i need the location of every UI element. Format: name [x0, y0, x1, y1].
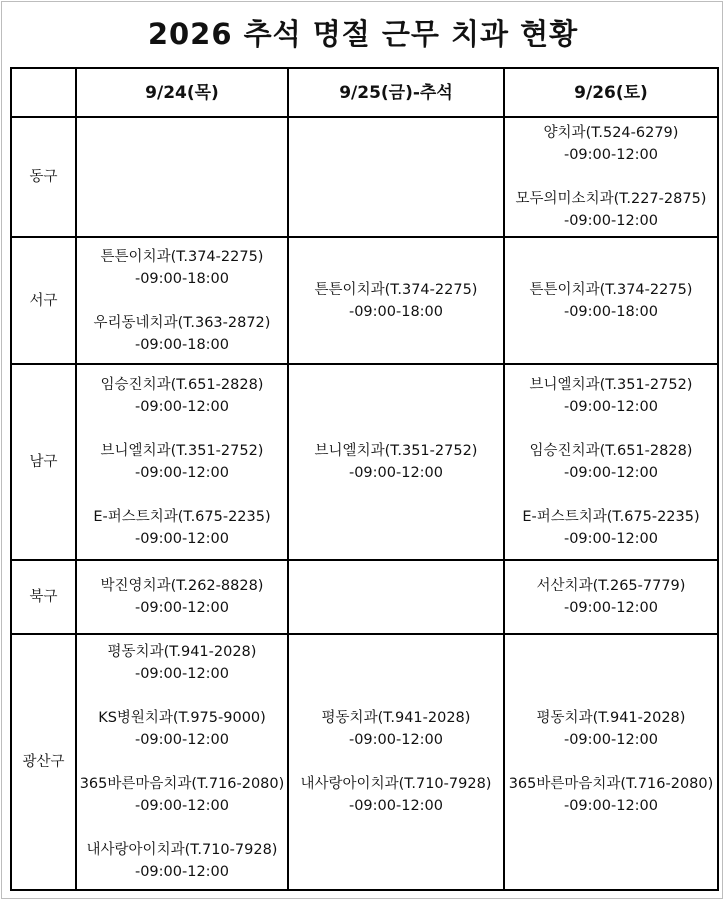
- clinic-hours: -09:00-12:00: [134, 798, 230, 814]
- clinic-name: 임승진치과(T.651-2828): [100, 377, 264, 393]
- clinic-hours: -09:00-18:00: [134, 270, 230, 287]
- clinic-name: 내사랑아이치과(T.710-7928): [86, 842, 278, 858]
- clinic-name: 튼튼이치과(T.374-2275): [314, 281, 478, 298]
- clinic-hours: -09:00-12:00: [348, 465, 444, 481]
- schedule-cell-day-1: [76, 364, 288, 560]
- header-row: [11, 68, 718, 117]
- clinic-name: 평동치과(T.941-2028): [536, 710, 686, 726]
- clinic-hours: -09:00-12:00: [134, 531, 230, 547]
- entry-spacer: [77, 484, 287, 506]
- clinic-name: 튼튼이치과(T.374-2275): [529, 281, 693, 298]
- clinic-name: 모두의미소치과(T.227-2875): [515, 191, 707, 207]
- schedule-cell-day-3: [504, 117, 718, 237]
- table-row: [11, 237, 718, 364]
- page-title: 2026 추석 명절 근무 치과 현황: [147, 17, 579, 51]
- header-day-2: 9/25(금)-추석: [288, 68, 504, 117]
- clinic-hours: -09:00-12:00: [563, 147, 659, 163]
- table-row: [11, 364, 718, 560]
- clinic-name: 365바른마음치과(T.716-2080): [508, 776, 714, 792]
- clinic-hours: -09:00-12:00: [134, 864, 230, 880]
- entry-spacer: [77, 290, 287, 312]
- schedule-cell-day-1: [76, 634, 288, 890]
- clinic-name: 박진영치과(T.262-8828): [100, 578, 264, 594]
- schedule-cell-day-2: [288, 237, 504, 364]
- district-label: 동구: [11, 117, 76, 237]
- entry-spacer: [77, 685, 287, 707]
- clinic-name: 임승진치과(T.651-2828): [529, 443, 693, 459]
- clinic-name: E-퍼스트치과(T.675-2235): [93, 509, 271, 525]
- clinic-name: KS병원치과(T.975-9000): [98, 710, 266, 726]
- clinic-hours: -09:00-18:00: [134, 336, 230, 353]
- entry-spacer: [77, 418, 287, 440]
- clinic-name: 튼튼이치과(T.374-2275): [100, 248, 264, 265]
- clinic-name: 우리동네치과(T.363-2872): [93, 314, 271, 331]
- clinic-hours: -09:00-12:00: [134, 465, 230, 481]
- entry-spacer: [505, 166, 717, 188]
- clinic-name: E-퍼스트치과(T.675-2235): [522, 509, 700, 525]
- clinic-name: 서산치과(T.265-7779): [536, 578, 686, 594]
- clinic-hours: -09:00-12:00: [563, 213, 659, 229]
- clinic-hours: -09:00-12:00: [563, 600, 659, 616]
- clinic-name: 브니엘치과(T.351-2752): [314, 443, 478, 459]
- clinic-hours: -09:00-12:00: [134, 399, 230, 415]
- entry-spacer: [289, 751, 503, 773]
- clinic-hours: -09:00-12:00: [563, 399, 659, 415]
- district-label: 남구: [11, 364, 76, 560]
- table-row: [11, 634, 718, 890]
- schedule-cell-day-2: [288, 634, 504, 890]
- schedule-cell-day-3: [504, 364, 718, 560]
- district-label: 광산구: [11, 634, 76, 890]
- clinic-hours: -09:00-12:00: [563, 531, 659, 547]
- clinic-hours: -09:00-12:00: [134, 666, 230, 682]
- schedule-cell-day-1: [76, 237, 288, 364]
- clinic-name: 양치과(T.524-6279): [543, 125, 679, 141]
- clinic-name: 브니엘치과(T.351-2752): [100, 443, 264, 459]
- clinic-hours: -09:00-12:00: [134, 600, 230, 616]
- entry-spacer: [505, 418, 717, 440]
- schedule-cell-day-2: [288, 560, 504, 634]
- schedule-cell-day-3: [504, 560, 718, 634]
- clinic-hours: -09:00-18:00: [348, 303, 444, 320]
- header-day-1: 9/24(목): [76, 68, 288, 117]
- clinic-hours: -09:00-12:00: [134, 732, 230, 748]
- entry-spacer: [77, 817, 287, 839]
- clinic-hours: -09:00-12:00: [563, 732, 659, 748]
- entry-spacer: [77, 751, 287, 773]
- clinic-hours: -09:00-18:00: [563, 303, 659, 320]
- schedule-cell-day-3: [504, 634, 718, 890]
- schedule-cell-day-3: [504, 237, 718, 364]
- clinic-name: 브니엘치과(T.351-2752): [529, 377, 693, 393]
- entry-spacer: [505, 751, 717, 773]
- clinic-name: 내사랑아이치과(T.710-7928): [300, 776, 492, 792]
- district-label: 서구: [11, 237, 76, 364]
- table-row: [11, 560, 718, 634]
- clinic-hours: -09:00-12:00: [348, 732, 444, 748]
- header-day-3: 9/26(토): [504, 68, 718, 117]
- header-corner: [11, 68, 76, 117]
- clinic-hours: -09:00-12:00: [348, 798, 444, 814]
- district-label: 북구: [11, 560, 76, 634]
- schedule-cell-day-1: [76, 560, 288, 634]
- schedule-cell-day-2: [288, 117, 504, 237]
- entry-spacer: [505, 484, 717, 506]
- clinic-hours: -09:00-12:00: [563, 798, 659, 814]
- clinic-name: 365바른마음치과(T.716-2080): [79, 776, 285, 792]
- schedule-cell-day-2: [288, 364, 504, 560]
- clinic-name: 평동치과(T.941-2028): [107, 644, 257, 660]
- clinic-name: 평동치과(T.941-2028): [321, 710, 471, 726]
- clinic-hours: -09:00-12:00: [563, 465, 659, 481]
- schedule-table: [10, 67, 719, 891]
- table-row: [11, 117, 718, 237]
- schedule-cell-day-1: [76, 117, 288, 237]
